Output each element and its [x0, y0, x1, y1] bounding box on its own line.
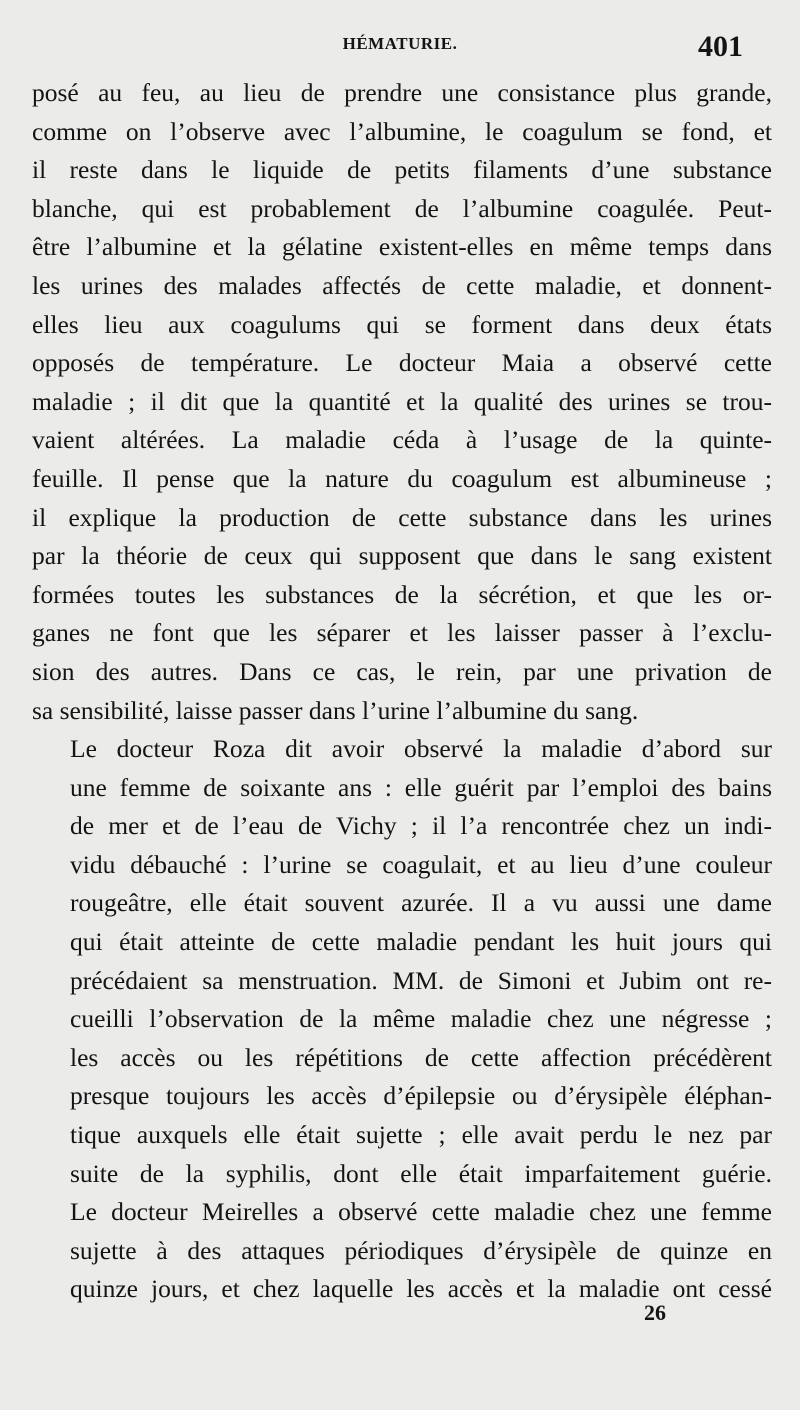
signature-mark: 26 [644, 1300, 666, 1325]
text-line: cueilli l’observation de la même maladie chez une négresse ; [70, 1004, 772, 1034]
text-line: posé au feu, au lieu de prendre une consistance plus grande, [32, 78, 772, 107]
text-line: il explique la production de cette substance dans les urines [32, 502, 772, 532]
text-line: de mer et de l’eau de Vichy ; il l’a rencontrée chez un indi- [70, 811, 772, 841]
text-line: opposés de température. Le docteur Maia a observé cette [32, 348, 772, 378]
running-head: HÉMATURIE. [342, 34, 458, 53]
text-line: Le docteur Meirelles a observé cette maladie chez une femme [70, 1197, 772, 1227]
text-line: qui était atteinte de cette maladie pendant les huit jours qui [70, 927, 772, 957]
text-line: quinze jours, et chez laquelle les accès et la maladie ont cessé [70, 1274, 772, 1304]
text-line: une femme de soixante ans : elle guérit par l’emploi des bains [70, 772, 772, 802]
text-line: presque toujours les accès d’épilepsie ou d’érysipèle éléphan- [70, 1081, 772, 1111]
text-line: elles lieu aux coagulums qui se forment dans deux états [32, 309, 772, 339]
text-line: sujette à des attaques périodiques d’érysipèle de quinze en [70, 1235, 772, 1265]
text-line: vidu débauché : l’urine se coagulait, et au lieu d’une couleur [70, 849, 772, 879]
text-line: être l’albumine et la gélatine existent-elles en même temps dans [32, 232, 772, 262]
paragraph-start-line: Le docteur Roza dit avoir observé la maladie d’abord sur [70, 734, 772, 764]
text-line: sa sensibilité, laisse passer dans l’urine l’albumine du sang. [32, 695, 639, 725]
text-line: comme on l’observe avec l’albumine, le coagulum se fond, et [32, 116, 772, 146]
page-number: 401 [698, 30, 743, 63]
text-line: suite de la syphilis, dont elle était imparfaitement guérie. [70, 1158, 772, 1188]
text-line: précédaient sa menstruation. MM. de Simoni et Jubim ont re- [70, 965, 772, 995]
text-line: formées toutes les substances de la sécrétion, et que les or- [32, 579, 772, 609]
text-line: tique auxquels elle était sujette ; elle avait perdu le nez par [70, 1120, 772, 1150]
text-line: ganes ne font que les séparer et les laisser passer à l’exclu- [32, 618, 772, 648]
text-line: il reste dans le liquide de petits filaments d’une substance [32, 155, 772, 185]
text-line: blanche, qui est probablement de l’albumine coagulée. Peut- [32, 193, 772, 223]
text-line: les urines des malades affectés de cette maladie, et donnent- [32, 270, 772, 300]
text-line: vaient altérées. La maladie céda à l’usage de la quinte- [32, 425, 772, 455]
text-line: maladie ; il dit que la quantité et la qualité des urines se trou- [32, 386, 772, 416]
text-line: rougeâtre, elle était souvent azurée. Il a vu aussi une dame [70, 888, 772, 918]
text-line: feuille. Il pense que la nature du coagulum est albumineuse ; [32, 463, 772, 493]
text-line: sion des autres. Dans ce cas, le rein, par une privation de [32, 656, 772, 686]
text-line: les accès ou les répétitions de cette affection précédèrent [70, 1042, 772, 1072]
body-text [32, 74, 772, 1309]
text-line: par la théorie de ceux qui supposent que dans le sang existent [32, 541, 772, 571]
